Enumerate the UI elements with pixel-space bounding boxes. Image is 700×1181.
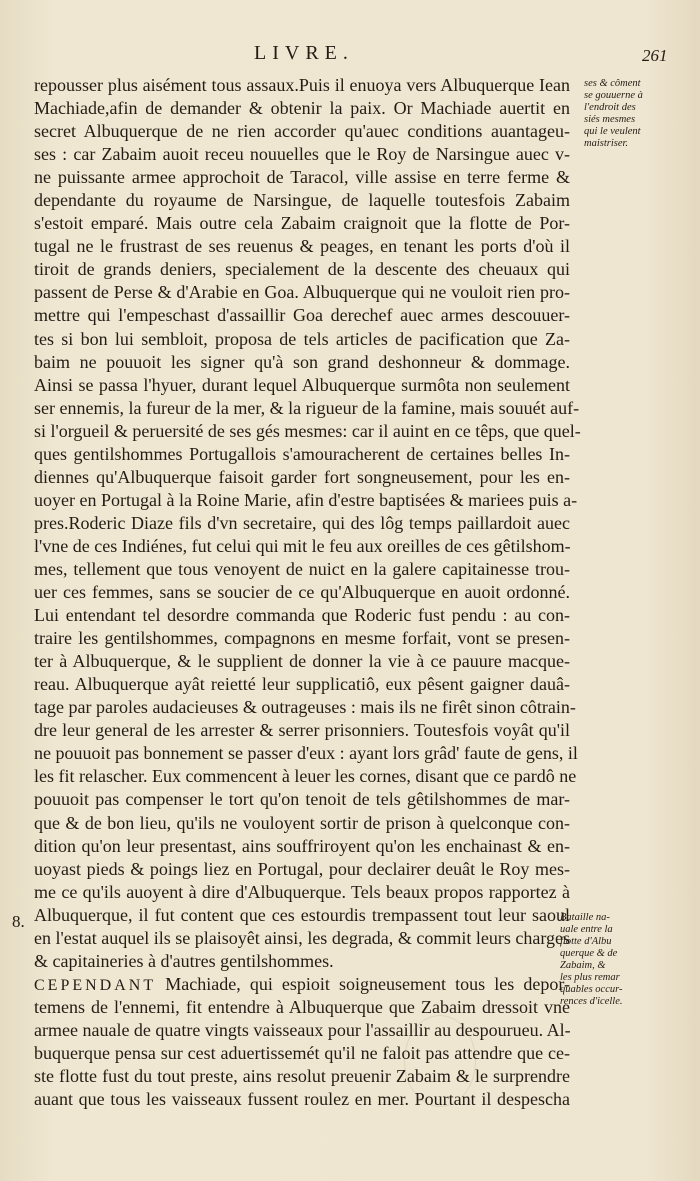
margin-note-line: flotte d'Albu [560,936,612,947]
margin-note-top [584,78,643,150]
text-line-section-start [34,973,570,996]
text-line: uoyer en Portugal à la Roine Marie, afin d'estre baptisées & mariees puis a- [34,489,578,510]
text-line: si l'orgueil & peruersité de ses gés mesmes: car il auint en ce têps, que quel- [34,420,581,441]
text-line: ser ennemis, la fureur de la mer, & la rigueur de la famine, mais souuét auf- [34,397,580,418]
section-first-line: Machiade, qui espioit soigneusement tous les depor- [165,973,571,994]
margin-note-line: querque & de [560,948,618,959]
text-line: ne pouuoit pas bonnement se passer d'eux : ayant lors grâd' faute de gens, il [34,743,578,764]
margin-note-line: ses & côment [584,78,641,89]
text-line: mes, tellement que tous venoyent de nuict en la galere capitainesse trou- [34,558,570,579]
text-line: ques gentilshommes Portugallois s'amouracherent de certaines belles In- [34,443,570,464]
text-line: repousser plus aisément tous assaux.Puis il enuoya vers Albuquerque Iean [34,75,570,95]
text-line: Machiade,afin de demander & obtenir la paix. Or Machiade auertit en [34,98,570,119]
text-line: me ce qu'ils auoyent à dire d'Albuquerque. Tels beaux propos rapportez à [34,881,570,902]
margin-note-line: quables occur- [560,984,623,995]
text-line: diennes qu'Albuquerque faisoit garder fort songneusement, pour les en- [34,466,570,487]
text-line: pres.Roderic Diaze fils d'vn secretaire, qui des lôg temps paillardoit auec [34,512,570,533]
text-line: tes si bon lui sembloit, proposa de tels articles de pacification que Za- [34,328,570,349]
text-line: reau. Albuquerque ayât reietté leur supplicatiô, eux pêsent gaigner dauâ- [34,674,570,695]
section-number: 8. [12,912,25,931]
margin-note-line: qui le veulent [584,126,641,137]
text-line: Albuquerque, il fut content que ces estourdis trempassent tout leur saoul [34,904,570,925]
text-line: que & de bon lieu, qu'ils ne vouloyent sortir de prison à quelconque con- [34,812,570,833]
body-text [34,74,581,1111]
text-line: uoyast pieds & poings liez en Portugal, pour declairer deuât le Roy mes- [34,858,570,879]
text-line: & capitaineries à d'autres gentilshommes. [34,950,334,971]
text-line: l'vne de ces Indiénes, fut celui qui mit le feu aux oreilles de ces gêtilshom- [34,535,571,556]
section-lead-word: CEPENDANT [34,976,157,994]
paper-stain [404,1015,476,1107]
text-line: Lui entendant tel desordre commanda que Roderic fust pendu : au con- [34,605,570,626]
text-line: ne puissante armee approchoit de Taracol, ville assise en terre ferme & [34,167,570,188]
text-line: passent de Perse & d'Arabie en Goa. Albuquerque qui ne vouloit rien pro- [34,282,570,303]
text-line: armee nauale de quatre vingts vaisseaux pour l'assaillir au despourueu. Al- [34,1019,571,1040]
text-line: Ainsi se passa l'hyuer, durant lequel Albuquerque surmôta non seulement [34,374,570,395]
margin-note-line: siés mesmes [584,114,636,125]
margin-note-line: maistriser. [584,138,629,149]
text-line: dition qu'on leur presentast, ains souffriroyent qu'on les enchainast & en- [34,835,570,856]
text-line: auant que tous les vaisseaux fussent roulez en mer. Pourtant il despescha [34,1089,570,1110]
text-line: mettre qui l'empeschast d'assaillir Goa derechef auec armes descouuer- [34,305,570,326]
text-line: secret Albuquerque de ne rien accorder qu'auec conditions auantageu- [34,121,570,142]
margin-note-line: Bataille na- [560,912,610,923]
text-line: dependante du royaume de Narsingue, de laquelle toutesfois Zabaim [34,190,570,211]
text-line: uer ces femmes, sans se soucier de ce qu'Albuquerque en auoit ordonné. [34,582,570,603]
text-line: tiroit de grands deniers, specialement de la descente des cheuaux qui [34,259,570,280]
text-line: ter à Albuquerque, & le supplient de donner la vie à ce pauure macque- [34,651,570,672]
text-line: ses : car Zabaim auoit receu nouuelles que le Roy de Narsingue auec v- [34,144,570,165]
text-line: buquerque pensa sur cest aduertissemét qu'il ne faloit pas attendre que ce- [34,1042,570,1063]
text-line: s'estoit emparé. Mais outre cela Zabaim craignoit que la flotte de Por- [34,213,570,234]
text-line: baim ne pouuoit les signer qu'à son grand deshonneur & dommage. [34,351,570,372]
text-line: tage par paroles audacieuses & outrageuses : mais ils ne firêt sinon côtrain- [34,697,576,718]
margin-note-line: les plus remar [560,972,620,983]
margin-note-line: Zabaim, & [560,960,606,971]
margin-note-line: se gouuerne à [584,90,643,101]
text-line: tugal ne le frustrast de ses reuenus & peages, en tenant les ports d'où il [34,236,570,257]
page-number: 261 [642,46,668,65]
text-line: traire les gentilshommes, compagnons en mesme forfait, vont se presen- [34,628,570,649]
text-line: les fit relascher. Eux commencent à leuer les cornes, disant que ce pardô ne [34,766,577,787]
running-header: LIVRE. [254,42,354,64]
margin-note-line: l'endroit des [584,102,636,113]
margin-note-bottom [560,912,623,1008]
margin-note-line: rences d'icelle. [560,996,623,1007]
text-line: dre leur general de les arrester & serrer prisonniers. Toutesfois voyât qu'il [34,720,570,741]
margin-note-line: uale entre la [560,924,613,935]
text-line: ste flotte fust du tout preste, ains resolut preuenir Zabaim & le surprendre [34,1066,570,1087]
text-line: pouuoit pas compenser le tort qu'on tenoit de tels gêtilshommes de mar- [34,789,570,810]
text-line: temens de l'ennemi, fit entendre à Albuquerque que Zabaim dressoit vne [34,996,570,1017]
text-line: en l'estat auquel ils se plaisoyêt ainsi, les degrada, & commit leurs charges [34,927,570,948]
